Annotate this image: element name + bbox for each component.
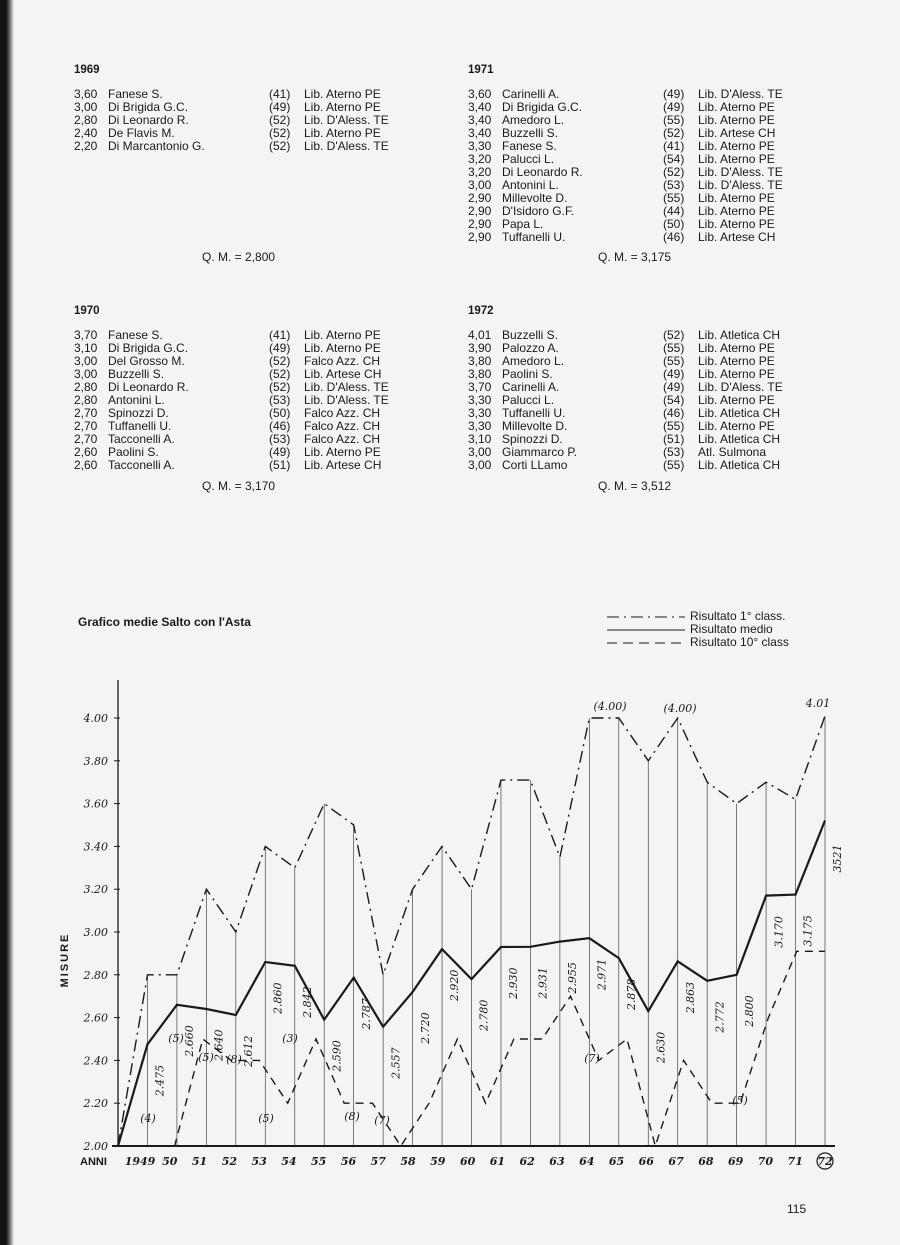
athlete-birth-year: (49) [663, 100, 685, 114]
athlete-name: Carinelli A. [502, 380, 560, 394]
x-tick-label: 69 [727, 1155, 744, 1168]
x-tick-label: 56 [340, 1155, 357, 1168]
mean-data-label: 2.955 [566, 962, 580, 994]
athlete-name: Palozzo A. [502, 341, 559, 355]
x-tick-label: 64 [579, 1155, 595, 1168]
y-tick-label: 2.20 [83, 1097, 108, 1111]
y-tick-label: 4.00 [83, 712, 108, 725]
mean-data-label: 2.720 [418, 1012, 432, 1044]
athlete-name: Paolini S. [502, 367, 553, 381]
athlete-name: Fanese S. [108, 328, 163, 342]
x-tick-label: 65 [608, 1155, 625, 1168]
x-tick-label: 53 [251, 1155, 267, 1168]
athlete-birth-year: (55) [663, 191, 685, 205]
x-tick-label: 51 [191, 1155, 208, 1168]
athlete-birth-year: (50) [663, 217, 685, 231]
athlete-club: Lib. Atletica CH [698, 406, 781, 420]
athlete-mark: 3,60 [468, 87, 492, 101]
athlete-birth-year: (41) [269, 87, 291, 101]
athlete-birth-year: (53) [663, 445, 685, 459]
athlete-name: Antonini L. [502, 178, 559, 192]
page-number: 115 [787, 1202, 807, 1216]
mean-data-label: 3521 [831, 844, 845, 873]
ranking-year: 1972 [468, 305, 494, 317]
athlete-name: Di Brigida G.C. [108, 341, 189, 355]
athlete-name: Di Marcantonio G. [108, 139, 205, 153]
athlete-mark: 3,20 [468, 152, 492, 166]
y-tick-label: 3.00 [83, 926, 108, 939]
athlete-birth-year: (46) [663, 230, 685, 244]
athlete-birth-year: (55) [663, 419, 685, 433]
x-tick-label: 68 [698, 1155, 714, 1168]
athlete-mark: 4,01 [468, 328, 492, 342]
athlete-mark: 3,10 [468, 432, 492, 446]
athlete-mark: 3,80 [468, 367, 492, 381]
athlete-club: Atl. Sulmona [698, 445, 767, 459]
x-tick-label: 60 [459, 1155, 476, 1168]
athlete-birth-year: (52) [269, 380, 291, 394]
annotation-label: (7) [374, 1114, 390, 1127]
x-tick-label: 54 [281, 1155, 297, 1168]
athlete-club: Lib. Aterno PE [698, 100, 775, 114]
x-tick-label: 57 [370, 1155, 386, 1168]
athlete-birth-year: (55) [663, 354, 685, 368]
athlete-birth-year: (52) [663, 126, 685, 140]
athlete-birth-year: (52) [269, 113, 291, 127]
athlete-mark: 3,30 [468, 406, 492, 420]
athlete-name: Palucci L. [502, 152, 555, 166]
athlete-club: Lib. Aterno PE [304, 100, 381, 114]
mean-data-label: 2.863 [683, 981, 697, 1014]
legend-label: Risultato 10° class [690, 635, 789, 649]
athlete-mark: 3,30 [468, 139, 492, 153]
athlete-name: Millevolte D. [502, 191, 568, 205]
y-tick-label: 2.40 [83, 1054, 108, 1068]
legend-label: Risultato medio [690, 622, 773, 636]
qm-average: Q. M. = 3,512 [598, 479, 672, 493]
athlete-birth-year: (49) [269, 445, 291, 459]
annotation-label: (4.00) [593, 700, 627, 713]
athlete-name: Fanese S. [502, 139, 557, 153]
ranking-row [468, 231, 848, 244]
mean-data-label: 2.920 [448, 969, 462, 1002]
mean-data-label: 2.787 [359, 998, 373, 1030]
athlete-club: Falco Azz. CH [304, 354, 381, 368]
athlete-name: Di Leonardo R. [108, 113, 189, 127]
athlete-club: Lib. Artese CH [698, 126, 776, 140]
athlete-birth-year: (52) [269, 126, 291, 140]
athlete-name: Di Leonardo R. [502, 165, 583, 179]
athlete-name: Fanese S. [108, 87, 163, 101]
athlete-mark: 3,00 [468, 178, 492, 192]
athlete-club: Lib. Aterno PE [304, 87, 381, 101]
legend-swatch-dashed [605, 638, 687, 648]
ranking-1969 [74, 64, 454, 153]
mean-data-label: 2.971 [595, 958, 609, 991]
athlete-club: Lib. Aterno PE [698, 152, 775, 166]
mean-data-label: 2.860 [271, 982, 285, 1014]
athlete-mark: 2,90 [468, 217, 492, 231]
athlete-birth-year: (55) [663, 458, 685, 472]
athlete-club: Falco Azz. CH [304, 419, 381, 433]
y-tick-label: 3.60 [83, 797, 108, 811]
athlete-club: Lib. Atletica CH [698, 432, 781, 446]
legend-swatch-dashdot [605, 612, 687, 622]
x-tick-label: 71 [787, 1155, 803, 1168]
athlete-mark: 3,00 [74, 367, 98, 381]
athlete-club: Lib. Aterno PE [698, 139, 775, 153]
athlete-name: Tacconelli A. [108, 432, 175, 446]
mean-data-label: 2.475 [153, 1064, 167, 1097]
mean-data-label: 3.170 [772, 916, 786, 948]
athlete-birth-year: (44) [663, 204, 685, 218]
athlete-birth-year: (52) [663, 165, 685, 179]
ranking-year: 1971 [468, 64, 494, 76]
athlete-mark: 2,80 [74, 113, 98, 127]
mean-data-label: 2.612 [242, 1035, 256, 1068]
athlete-name: Tuffanelli U. [502, 230, 566, 244]
mean-data-label: 2.557 [389, 1047, 403, 1079]
athlete-club: Lib. Aterno PE [304, 341, 381, 355]
legend-item-tenth [605, 636, 789, 649]
athlete-birth-year: (52) [269, 354, 291, 368]
athlete-mark: 2,60 [74, 458, 98, 472]
athlete-name: Antonini L. [108, 393, 165, 407]
athlete-mark: 2,80 [74, 380, 98, 394]
athlete-name: Buzzelli S. [108, 367, 165, 381]
ranking-1970 [74, 305, 454, 472]
athlete-club: Lib. Aterno PE [698, 367, 775, 381]
athlete-birth-year: (41) [269, 328, 291, 342]
annotation-label: 4.01 [805, 697, 831, 710]
athlete-club: Lib. Aterno PE [698, 191, 775, 205]
athlete-club: Lib. Artese CH [304, 367, 382, 381]
athlete-birth-year: (49) [269, 341, 291, 355]
athlete-mark: 3,30 [468, 419, 492, 433]
mean-data-label: 2.590 [330, 1040, 344, 1072]
athlete-club: Lib. Artese CH [304, 458, 382, 472]
x-tick-label: 55 [311, 1155, 327, 1168]
athlete-name: Di Leonardo R. [108, 380, 189, 394]
pole-vault-chart [0, 660, 900, 1180]
x-tick-label: 63 [549, 1155, 565, 1168]
ranking-1972 [468, 305, 848, 472]
athlete-mark: 2,70 [74, 432, 98, 446]
athlete-mark: 2,70 [74, 419, 98, 433]
x-tick-label: 52 [221, 1155, 238, 1168]
athlete-name: Papa L. [502, 217, 544, 231]
athlete-name: Paolini S. [108, 445, 159, 459]
athlete-name: D'Isidoro G.F. [502, 204, 575, 218]
mean-data-label: 2.630 [654, 1031, 668, 1064]
athlete-club: Lib. Aterno PE [304, 126, 381, 140]
athlete-mark: 2,60 [74, 445, 98, 459]
ranking-year: 1969 [74, 64, 100, 76]
annotation-label: (5) [258, 1112, 274, 1125]
athlete-club: Lib. D'Aless. TE [304, 139, 389, 153]
athlete-birth-year: (55) [663, 341, 685, 355]
athlete-club: Lib. Artese CH [698, 230, 776, 244]
annotation-label: (8) [226, 1053, 242, 1066]
athlete-name: Millevolte D. [502, 419, 568, 433]
athlete-birth-year: (53) [269, 393, 291, 407]
athlete-club: Lib. Aterno PE [698, 217, 775, 231]
athlete-name: De Flavis M. [108, 126, 175, 140]
annotation-label: (8) [344, 1110, 360, 1123]
annotation-label: (4) [140, 1112, 156, 1125]
athlete-mark: 3,00 [468, 445, 492, 459]
athlete-mark: 2,90 [468, 230, 492, 244]
qm-average: Q. M. = 3,175 [598, 250, 672, 264]
mean-data-label: 2.800 [742, 995, 756, 1027]
athlete-birth-year: (49) [663, 367, 685, 381]
athlete-mark: 3,40 [468, 113, 492, 127]
athlete-birth-year: (46) [269, 419, 291, 433]
x-tick-label: 61 [489, 1155, 506, 1168]
x-tick-label: 59 [430, 1155, 446, 1168]
athlete-birth-year: (49) [663, 380, 685, 394]
athlete-club: Lib. D'Aless. TE [698, 165, 783, 179]
y-tick-label: 2.60 [83, 1011, 108, 1025]
mean-data-label: 2.878 [624, 978, 638, 1011]
ranking-1971 [468, 64, 848, 244]
legend-label: Risultato 1° class. [690, 609, 786, 623]
athlete-mark: 3,70 [468, 380, 492, 394]
legend-swatch-solid [605, 625, 687, 635]
mean-data-label: 2.842 [300, 986, 314, 1018]
athlete-club: Lib. Aterno PE [698, 393, 775, 407]
athlete-name: Corti LLamo [502, 458, 568, 472]
athlete-name: Spinozzi D. [108, 406, 169, 420]
athlete-mark: 3,10 [74, 341, 98, 355]
athlete-name: Buzzelli S. [502, 126, 559, 140]
y-tick-label: 2.00 [83, 1140, 108, 1153]
athlete-club: Lib. Aterno PE [698, 113, 775, 127]
athlete-mark: 3,70 [74, 328, 98, 342]
athlete-club: Lib. D'Aless. TE [698, 87, 783, 101]
y-tick-label: 3.40 [83, 840, 108, 854]
athlete-mark: 3,30 [468, 393, 492, 407]
athlete-name: Palucci L. [502, 393, 555, 407]
x-tick-label: 62 [519, 1155, 535, 1168]
annotation-label: (4.00) [663, 702, 697, 715]
athlete-mark: 2,20 [74, 139, 98, 153]
athlete-name: Carinelli A. [502, 87, 560, 101]
x-tick-label: 66 [638, 1155, 654, 1168]
athlete-birth-year: (54) [663, 152, 685, 166]
x-tick-label: 1949 [124, 1155, 156, 1168]
athlete-name: Tuffanelli U. [108, 419, 172, 433]
mean-data-label: 2.772 [713, 1001, 727, 1033]
y-tick-label: 2.80 [83, 968, 108, 982]
athlete-birth-year: (52) [269, 367, 291, 381]
y-axis-title: MISURE [59, 932, 71, 988]
annotation-label: (5) [198, 1051, 214, 1064]
athlete-mark: 3,60 [74, 87, 98, 101]
y-tick-label: 3.20 [83, 883, 108, 897]
athlete-mark: 3,00 [468, 458, 492, 472]
x-tick-label: 70 [757, 1155, 774, 1168]
annotation-label: (3) [282, 1032, 298, 1045]
athlete-mark: 3,00 [74, 100, 98, 114]
athlete-birth-year: (49) [269, 100, 291, 114]
athlete-club: Lib. D'Aless. TE [698, 178, 783, 192]
athlete-club: Falco Azz. CH [304, 406, 381, 420]
athlete-name: Di Brigida G.C. [108, 100, 189, 114]
athlete-name: Di Brigida G.C. [502, 100, 583, 114]
athlete-club: Lib. Aterno PE [698, 204, 775, 218]
athlete-name: Amedoro L. [502, 354, 565, 368]
x-tick-label: 72 [817, 1155, 833, 1168]
athlete-club: Lib. Aterno PE [304, 445, 381, 459]
annotation-label: (7) [584, 1052, 600, 1065]
athlete-mark: 3,40 [468, 126, 492, 140]
ranking-row [74, 140, 454, 153]
athlete-birth-year: (49) [663, 87, 685, 101]
athlete-mark: 3,40 [468, 100, 492, 114]
athlete-birth-year: (55) [663, 113, 685, 127]
mean-data-label: 2.660 [183, 1025, 197, 1057]
qm-average: Q. M. = 3,170 [202, 479, 276, 493]
athlete-birth-year: (51) [663, 432, 685, 446]
athlete-birth-year: (52) [663, 328, 685, 342]
athlete-birth-year: (41) [663, 139, 685, 153]
ranking-year: 1970 [74, 305, 100, 317]
x-tick-label: 50 [162, 1155, 178, 1168]
athlete-club: Lib. D'Aless. TE [304, 380, 389, 394]
athlete-club: Lib. D'Aless. TE [304, 113, 389, 127]
x-tick-label: 67 [668, 1155, 684, 1168]
athlete-birth-year: (52) [269, 139, 291, 153]
mean-data-label: 2.640 [212, 1029, 226, 1062]
athlete-birth-year: (46) [663, 406, 685, 420]
athlete-club: Lib. D'Aless. TE [698, 380, 783, 394]
qm-average: Q. M. = 2,800 [202, 250, 276, 264]
athlete-mark: 2,90 [468, 204, 492, 218]
y-tick-label: 3.80 [83, 754, 108, 768]
x-axis-title: ANNI [80, 1156, 107, 1168]
mean-data-label: 3.175 [801, 915, 815, 947]
athlete-club: Lib. Atletica CH [698, 328, 781, 342]
athlete-birth-year: (53) [663, 178, 685, 192]
athlete-mark: 2,80 [74, 393, 98, 407]
mean-data-label: 2.931 [536, 967, 550, 999]
athlete-mark: 2,40 [74, 126, 98, 140]
ranking-row [468, 459, 848, 472]
athlete-club: Lib. Aterno PE [304, 328, 381, 342]
mean-data-label: 2.780 [477, 999, 491, 1032]
annotation-label: (5) [168, 1032, 184, 1045]
athlete-birth-year: (50) [269, 406, 291, 420]
athlete-club: Lib. Aterno PE [698, 341, 775, 355]
athlete-mark: 3,20 [468, 165, 492, 179]
athlete-name: Tuffanelli U. [502, 406, 566, 420]
athlete-club: Lib. D'Aless. TE [304, 393, 389, 407]
mean-data-label: 2.930 [507, 967, 521, 999]
athlete-club: Lib. Atletica CH [698, 458, 781, 472]
athlete-club: Lib. Aterno PE [698, 419, 775, 433]
athlete-mark: 2,90 [468, 191, 492, 205]
athlete-name: Del Grosso M. [108, 354, 185, 368]
athlete-birth-year: (53) [269, 432, 291, 446]
annotation-label: (5) [732, 1094, 748, 1107]
athlete-birth-year: (51) [269, 458, 291, 472]
athlete-birth-year: (54) [663, 393, 685, 407]
chart-title: Grafico medie Salto con l'Asta [78, 615, 251, 629]
athlete-name: Spinozzi D. [502, 432, 563, 446]
x-tick-label: 58 [400, 1155, 416, 1168]
athlete-club: Lib. Aterno PE [698, 354, 775, 368]
athlete-mark: 2,70 [74, 406, 98, 420]
athlete-mark: 3,90 [468, 341, 492, 355]
athlete-name: Giammarco P. [502, 445, 578, 459]
ranking-row [74, 459, 454, 472]
chart-legend [605, 610, 789, 649]
athlete-name: Buzzelli S. [502, 328, 559, 342]
athlete-club: Falco Azz. CH [304, 432, 381, 446]
athlete-mark: 3,00 [74, 354, 98, 368]
athlete-name: Tacconelli A. [108, 458, 175, 472]
athlete-name: Amedoro L. [502, 113, 565, 127]
athlete-mark: 3,80 [468, 354, 492, 368]
